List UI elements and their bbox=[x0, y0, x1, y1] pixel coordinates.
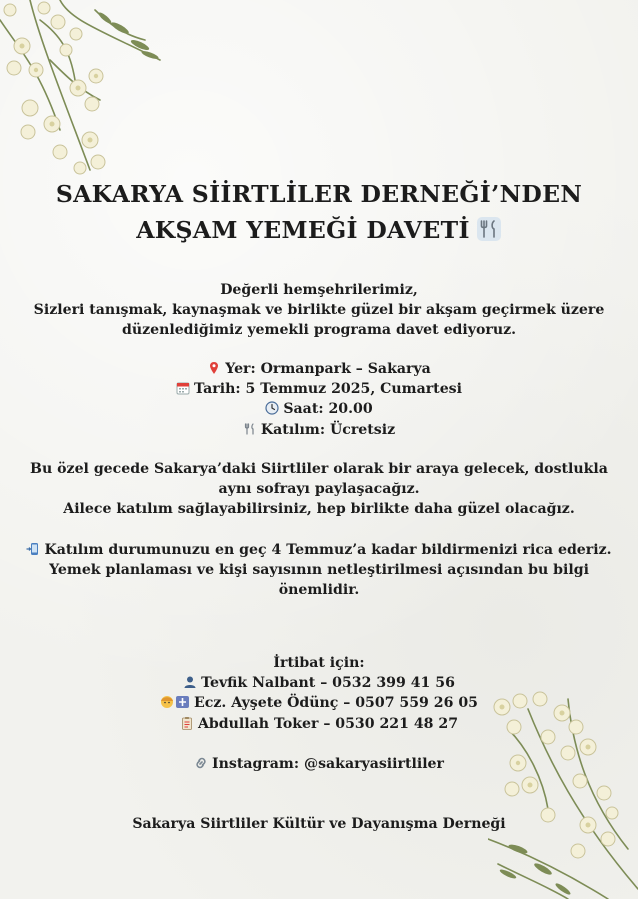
contact-person-text: Tevfik Nalbant – 0532 399 41 56 bbox=[201, 675, 455, 692]
detail-location bbox=[0, 359, 638, 379]
contact-person bbox=[0, 673, 638, 693]
footer-text: Sakarya Siirtliler Kültür ve Dayanışma Derneği bbox=[132, 816, 506, 832]
fork-knife-icon bbox=[243, 422, 257, 436]
contact-spacer bbox=[0, 734, 638, 754]
greeting-line: Sizleri tanışmak, kaynaşmak ve birlikte güzel bir akşam geçirmek üzere bbox=[33, 302, 605, 319]
event-details bbox=[0, 359, 638, 440]
page-title bbox=[0, 176, 638, 248]
body-line: aynı sofrayı paylaşacağız. bbox=[218, 481, 420, 498]
title-line-2 bbox=[0, 212, 638, 248]
contact-section bbox=[0, 653, 638, 774]
body-line: Bu özel gecede Sakarya’daki Siirtliler olarak bir araya gelecek, dostlukla bbox=[30, 461, 608, 477]
greeting-line: Değerli hemşehrilerimiz, bbox=[220, 282, 418, 298]
rsvp-line: Yemek planlaması ve kişi sayısının netleştirilmesi açısından bu bilgi bbox=[49, 562, 589, 579]
rsvp-paragraph bbox=[0, 540, 638, 601]
rsvp-line-text: Katılım durumunuzu en geç 4 Temmuz’a kadar bildirmenizi rica ederiz. bbox=[44, 542, 612, 558]
rsvp-line: önemlidir. bbox=[278, 582, 360, 599]
detail-date bbox=[0, 379, 638, 399]
detail-time bbox=[0, 399, 638, 419]
person-icon bbox=[183, 675, 197, 689]
detail-participation-text: Katılım: Ücretsiz bbox=[260, 421, 396, 438]
title-line-2-text: AKŞAM YEMEĞİ DAVETİ bbox=[136, 216, 470, 244]
greeting-paragraph bbox=[0, 280, 638, 341]
clock-icon bbox=[265, 401, 279, 415]
contact-person-text: Abdullah Toker – 0530 221 48 27 bbox=[197, 715, 459, 732]
detail-time-text: Saat: 20.00 bbox=[283, 401, 373, 418]
calendar-icon bbox=[176, 381, 190, 395]
body-line: Ailece katılım sağlayabilirsiniz, hep birlikte daha güzel olacağız. bbox=[63, 501, 575, 518]
floral-decoration-top-left bbox=[0, 0, 170, 180]
clipboard-icon bbox=[180, 716, 194, 730]
contact-person bbox=[0, 693, 638, 713]
greeting-line: düzenlediğimiz yemekli programa davet ediyoruz. bbox=[121, 322, 517, 339]
contact-person-text: Ecz. Ayşete Ödünç – 0507 559 26 05 bbox=[194, 695, 478, 712]
pharmacist-icon bbox=[160, 695, 190, 709]
contact-heading: İrtibat için: bbox=[273, 655, 365, 671]
title-line-1: SAKARYA SİİRTLİLER DERNEĞİ’NDEN bbox=[55, 180, 583, 208]
instagram-handle[interactable]: Instagram: @sakaryasiirtliler bbox=[212, 756, 444, 773]
detail-location-text: Yer: Ormanpark – Sakarya bbox=[225, 361, 431, 377]
instagram-line bbox=[0, 754, 638, 774]
link-icon bbox=[194, 756, 208, 770]
pin-icon bbox=[207, 361, 221, 375]
fork-knife-icon bbox=[476, 216, 502, 242]
body-paragraph bbox=[0, 459, 638, 520]
rsvp-line bbox=[0, 540, 638, 560]
contact-person bbox=[0, 714, 638, 734]
detail-participation bbox=[0, 420, 638, 440]
mobile-phone-icon bbox=[26, 542, 40, 556]
detail-date-text: Tarih: 5 Temmuz 2025, Cumartesi bbox=[194, 381, 462, 398]
footer-organization bbox=[0, 814, 638, 834]
